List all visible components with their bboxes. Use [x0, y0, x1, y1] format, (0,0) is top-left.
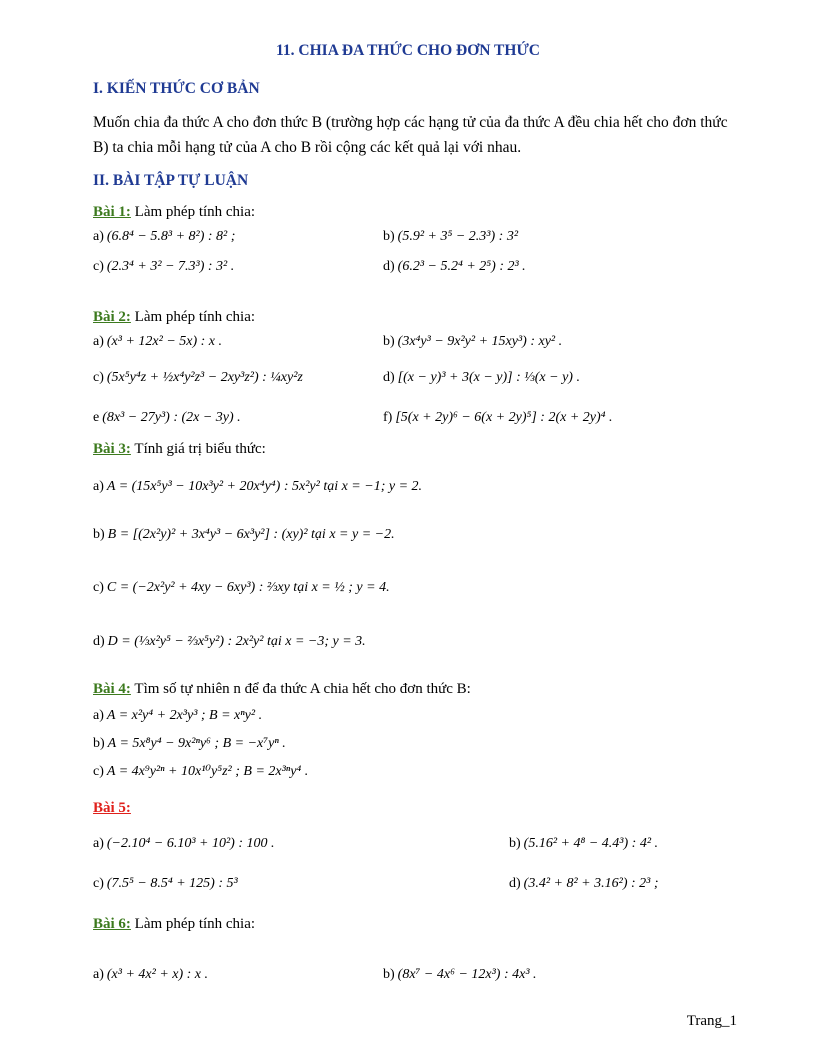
exercise-5a: a) (−2.10⁴ − 6.10³ + 10²) : 100 .	[93, 836, 275, 851]
exercise-6-heading	[93, 916, 255, 933]
exercise-5d: d) (3.4² + 8² + 3.16²) : 2³ ;	[509, 876, 659, 891]
exercise-1a: a) (6.8⁴ − 5.8³ + 8²) : 8² ;	[93, 229, 236, 244]
exercise-3b: b) B = [(2x²y)² + 3x⁴y³ − 6x³y²] : (xy)² tại x = y = −2.	[93, 527, 395, 542]
exercise-3a: a) A = (15x⁵y³ − 10x³y² + 20x⁴y⁴) : 5x²y² tại x = −1; y = 2.	[93, 479, 423, 494]
exercise-2e: e (8x³ − 27y³) : (2x − 3y) .	[93, 410, 241, 425]
exercise-4c: c) A = 4x⁹y²ⁿ + 10x¹⁰y⁵z² ; B = 2x³ⁿy⁴ .	[93, 764, 309, 779]
exercise-2b: b) (3x⁴y³ − 9x²y² + 15xy³) : xy² .	[383, 334, 563, 349]
exercise-4-text: Tìm số tự nhiên n để đa thức A chia hết cho đơn thức B:	[130, 681, 471, 697]
section-heading-basics: I. KIẾN THỨC CƠ BẢN	[93, 80, 260, 97]
exercise-2c: c) (5x⁵y⁴z + ½x⁴y²z³ − 2xy³z²) : ¼xy²z	[93, 370, 303, 385]
exercise-4-heading	[93, 681, 471, 698]
exercise-5-heading	[93, 800, 131, 817]
exercise-1b: b) (5.9² + 3⁵ − 2.3³) : 3²	[383, 229, 519, 244]
basics-paragraph: Muốn chia đa thức A cho đơn thức B (trường hợp các hạng tử của đa thức A đều chia hết cho đơn thức B) ta chia mỗi hạng tử của A cho B rồi cộng các kết quả lại với nhau.	[93, 114, 728, 156]
exercise-4-label: Bài 4:	[93, 681, 131, 697]
exercise-1-text: Làm phép tính chia:	[130, 204, 256, 220]
exercise-3-heading	[93, 441, 266, 458]
exercise-5-label: Bài 5:	[93, 800, 131, 816]
exercise-2a: a) (x³ + 12x² − 5x) : x .	[93, 334, 223, 349]
exercise-6b: b) (8x⁷ − 4x⁶ − 12x³) : 4x³ .	[383, 967, 537, 982]
exercise-3c: c) C = (−2x²y² + 4xy − 6xy³) : ⅔xy tại x = ½ ; y = 4.	[93, 580, 390, 595]
exercise-6-label: Bài 6:	[93, 916, 131, 932]
exercise-2-label: Bài 2:	[93, 309, 131, 325]
page-title: 11. CHIA ĐA THỨC CHO ĐƠN THỨC	[276, 42, 540, 59]
exercise-1-heading	[93, 204, 255, 221]
exercise-5c: c) (7.5⁵ − 8.5⁴ + 125) : 5³	[93, 876, 238, 891]
exercise-5b: b) (5.16² + 4⁸ − 4.4³) : 4² .	[509, 836, 659, 851]
exercise-3-label: Bài 3:	[93, 441, 131, 457]
exercise-3-text: Tính giá trị biểu thức:	[130, 441, 266, 457]
exercise-1-label: Bài 1:	[93, 204, 131, 220]
exercise-4a: a) A = x²y⁴ + 2x³y³ ; B = xⁿy² .	[93, 708, 263, 723]
exercise-2-text: Làm phép tính chia:	[130, 309, 256, 325]
exercise-6-text: Làm phép tính chia:	[130, 916, 256, 932]
section-heading-exercises: II. BÀI TẬP TỰ LUẬN	[93, 172, 249, 189]
exercise-6a: a) (x³ + 4x² + x) : x .	[93, 967, 209, 982]
exercise-4b: b) A = 5x⁸y⁴ − 9x²ⁿy⁶ ; B = −x⁷yⁿ .	[93, 736, 286, 751]
exercise-3d: d) D = (⅓x²y⁵ − ⅔x⁵y²) : 2x²y² tại x = −3; y = 3.	[93, 634, 366, 649]
page-number: Trang_1	[686, 1013, 737, 1029]
exercise-1d: d) (6.2³ − 5.2⁴ + 2⁵) : 2³ .	[383, 259, 526, 274]
exercise-2f: f) [5(x + 2y)⁶ − 6(x + 2y)⁵] : 2(x + 2y)⁴ .	[383, 410, 613, 425]
exercise-2d: d) [(x − y)³ + 3(x − y)] : ⅓(x − y) .	[383, 370, 580, 385]
exercise-2-heading	[93, 309, 255, 326]
exercise-1c: c) (2.3⁴ + 3² − 7.3³) : 3² .	[93, 259, 235, 274]
